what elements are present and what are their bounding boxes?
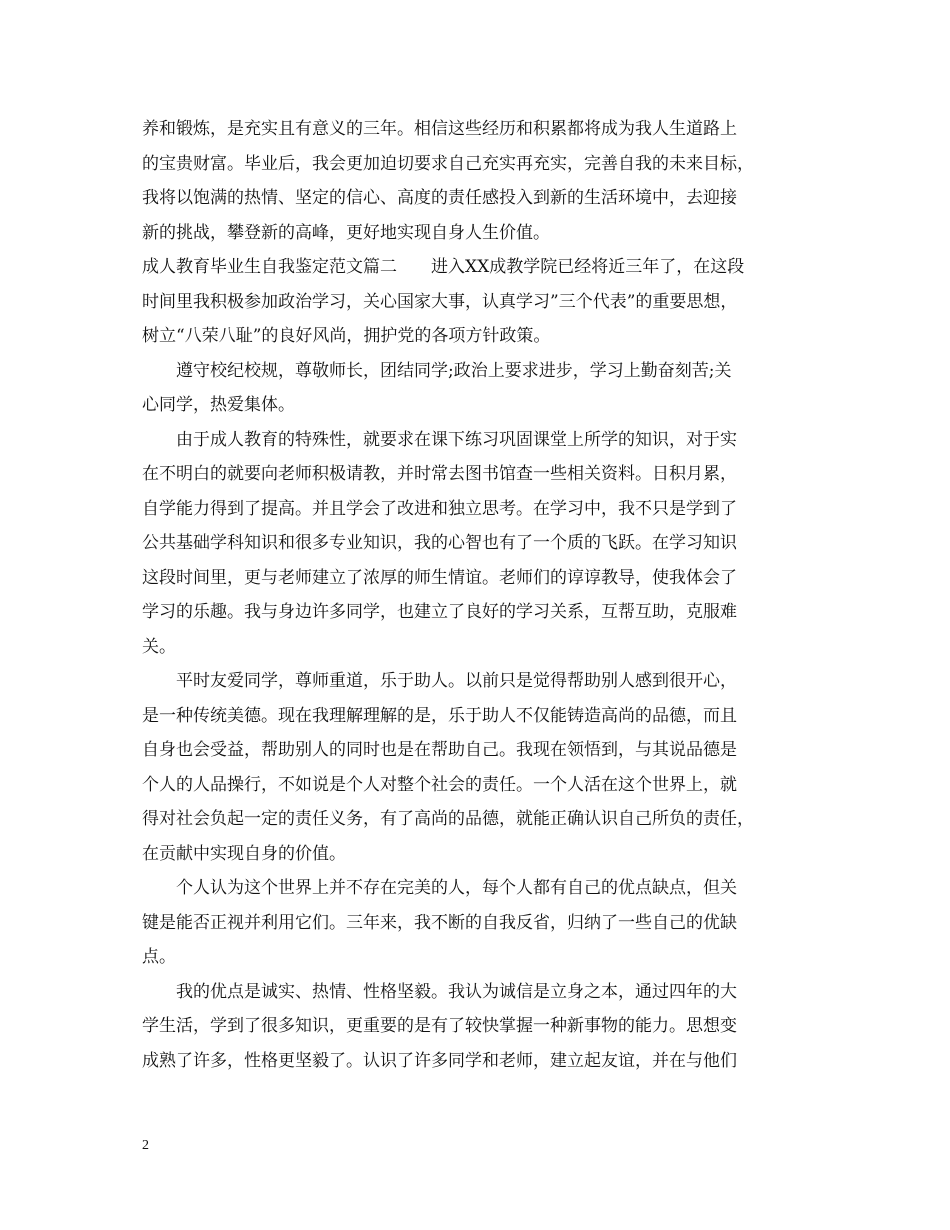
text-line: 键是能否正视并利用它们。三年来，我不断的自我反省，归纳了一些自己的优缺 [142,912,737,933]
text-line: 成人教育毕业生自我鉴定范文篇二 进入XX成教学院已经将近三年了，在这段 [142,257,745,277]
text-line: 我将以饱满的热情、坚定的信心、高度的责任感投入到新的生活环境中，去迎接 [142,188,737,208]
text-line: 是一种传统美德。现在我理解理解的是，乐于助人不仅能铸造高尚的品德，而且 [142,705,737,726]
text-line: 个人的人品操行，不如说是个人对整个社会的责任。一个人活在这个世界上，就 [142,774,737,795]
text-line: 由于成人教育的特殊性，就要求在课下练习巩固课堂上所学的知识，对于实 [176,429,737,450]
text-line: 关。 [142,636,176,657]
text-line: 树立“八荣八耻”的良好风尚，拥护党的各项方针政策。 [142,326,551,346]
text-line: 个人认为这个世界上并不存在完美的人，每个人都有自己的优点缺点，但关 [176,878,737,898]
text-line: 在贡献中实现自身的价值。 [142,843,346,864]
text-line: 养和锻炼，是充实且有意义的三年。相信这些经历和积累都将成为我人生道路上 [142,119,737,139]
text-line: 成熟了许多，性格更坚毅了。认识了许多同学和老师，建立起友谊，并在与他们 [142,1050,737,1071]
text-line: 学生活，学到了很多知识，更重要的是有了较快掌握一种新事物的能力。思想变 [142,1016,737,1036]
text-line: 时间里我积极参加政治学习，关心国家大事，认真学习”三个代表”的重要思想， [142,291,738,312]
text-line: 的宝贵财富。毕业后，我会更加迫切要求自己充实再充实，完善自我的未来目标， [142,153,754,174]
text-line: 新的挑战，攀登新的高峰，更好地实现自身人生价值。 [142,222,550,243]
text-line: 平时友爱同学，尊师重道，乐于助人。以前只是觉得帮助别人感到很开心， [176,671,737,691]
text-line: 公共基础学科知识和很多专业知识，我的心智也有了一个质的飞跃。在学习知识 [142,533,737,553]
text-line: 心同学，热爱集体。 [142,395,295,415]
text-line: 在不明白的就要向老师积极请教，并时常去图书馆查一些相关资料。日积月累， [142,464,737,484]
page-number: 2 [142,1138,149,1153]
text-line: 这段时间里，更与老师建立了浓厚的师生情谊。老师们的谆谆教导，使我体会了 [142,567,737,588]
text-line: 自学能力得到了提高。并且学会了改进和独立思考。在学习中，我不只是学到了 [142,498,737,519]
text-line: 得对社会负起一定的责任义务，有了高尚的品德，就能正确认识自己所负的责任， [142,809,754,829]
text-line: 遵守校纪校规，尊敬师长，团结同学;政治上要求进步，学习上勤奋刻苦;关 [176,360,732,381]
text-line: 学习的乐趣。我与身边许多同学，也建立了良好的学习关系，互帮互助，克服难 [142,602,737,622]
text-line: 自身也会受益，帮助别人的同时也是在帮助自己。我现在领悟到，与其说品德是 [142,740,737,760]
text-line: 我的优点是诚实、热情、性格坚毅。我认为诚信是立身之本，通过四年的大 [176,981,737,1002]
body-text [142,112,822,1078]
text-line: 点。 [142,947,176,967]
